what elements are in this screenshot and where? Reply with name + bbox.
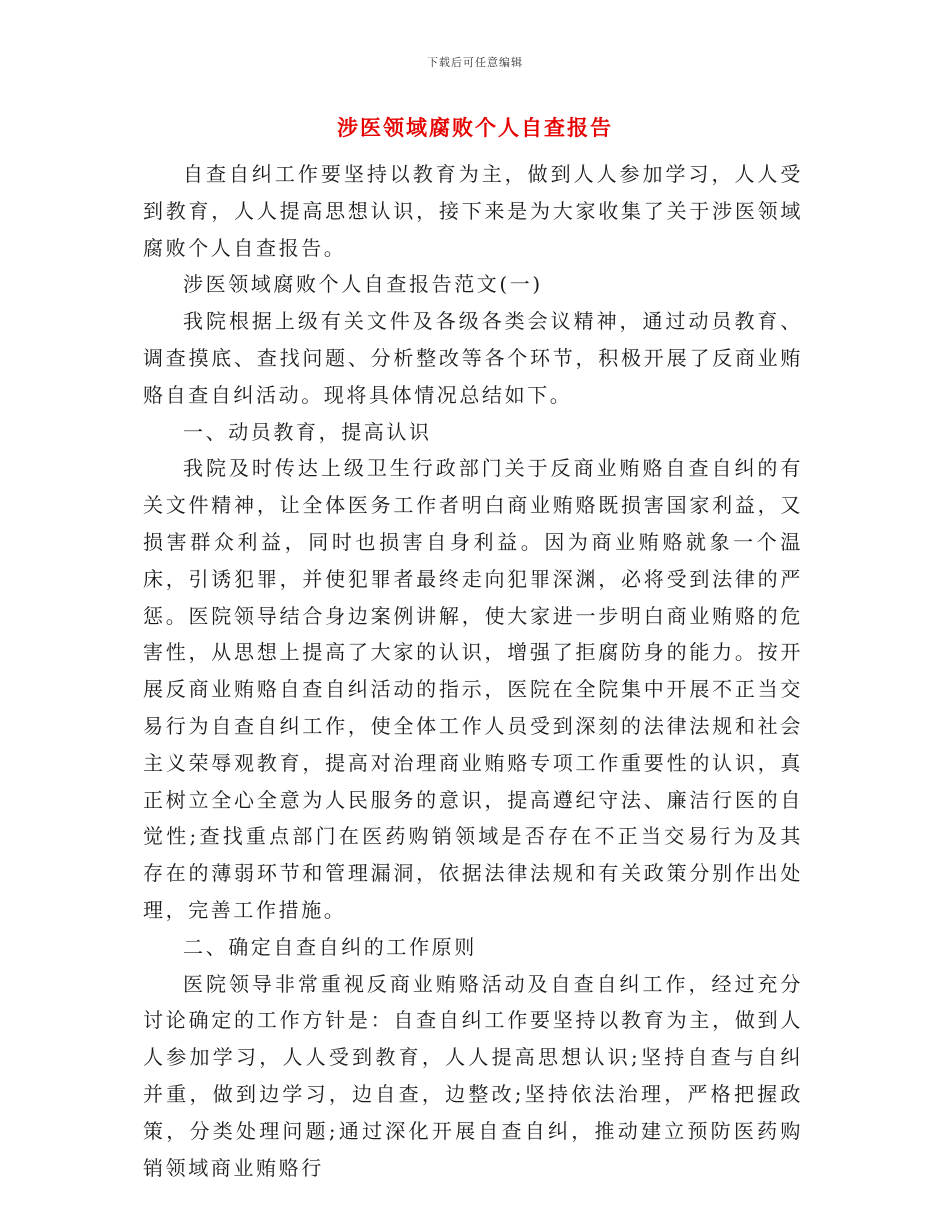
section-heading-principles: 二、确定自查自纠的工作原则: [183, 934, 477, 959]
section-heading-sample-one: 涉医领域腐败个人自查报告范文(一): [183, 272, 543, 297]
body-paragraph: 医院领导非常重视反商业贿赂活动及自查自纠工作，经过充分讨论确定的工作方针是：自查自纠工作要坚持以教育为主，做到人人参加学习，人人受到教育，人人提高思想认识;坚持自查与自纠并重，做到边学习，边自查，边整改;坚持依法治理，严格把握政策，分类处理问题;通过深化开展自查自纠，推动建立预防医药购销领域商业贿赂行: [143, 971, 803, 1180]
section-heading-mobilization: 一、动员教育，提高认识: [183, 419, 432, 444]
body-paragraph: 我院根据上级有关文件及各级各类会议精神，通过动员教育、调查摸底、查找问题、分析整改等各个环节，积极开展了反商业贿赂自查自纠活动。现将具体情况总结如下。: [143, 309, 803, 407]
header-note: 下载后可任意编辑: [427, 56, 523, 69]
intro-paragraph: 自查自纠工作要坚持以教育为主，做到人人参加学习，人人受到教育，人人提高思想认识，接下来是为大家收集了关于涉医领域腐败个人自查报告。: [143, 162, 803, 260]
document-body: [143, 156, 803, 1186]
body-paragraph: 我院及时传达上级卫生行政部门关于反商业贿赂自查自纠的有关文件精神，让全体医务工作者明白商业贿赂既损害国家利益，又损害群众利益，同时也损害自身利益。因为商业贿赂就象一个温床，引诱犯罪，并使犯罪者最终走向犯罪深渊，必将受到法律的严惩。医院领导结合身边案例讲解，使大家进一步明白商业贿赂的危害性，从思想上提高了大家的认识，增强了拒腐防身的能力。按开展反商业贿赂自查自纠活动的指示，医院在全院集中开展不正当交易行为自查自纠工作，使全体工作人员受到深刻的法律法规和社会主义荣辱观教育，提高对治理商业贿赂专项工作重要性的认识，真正树立全心全意为人民服务的意识，提高遵纪守法、廉洁行医的自觉性;查找重点部门在医药购销领域是否存在不正当交易行为及其存在的薄弱环节和管理漏洞，依据法律法规和有关政策分别作出处理，完善工作措施。: [143, 456, 803, 922]
document-title: 涉医领域腐败个人自查报告: [337, 115, 613, 140]
